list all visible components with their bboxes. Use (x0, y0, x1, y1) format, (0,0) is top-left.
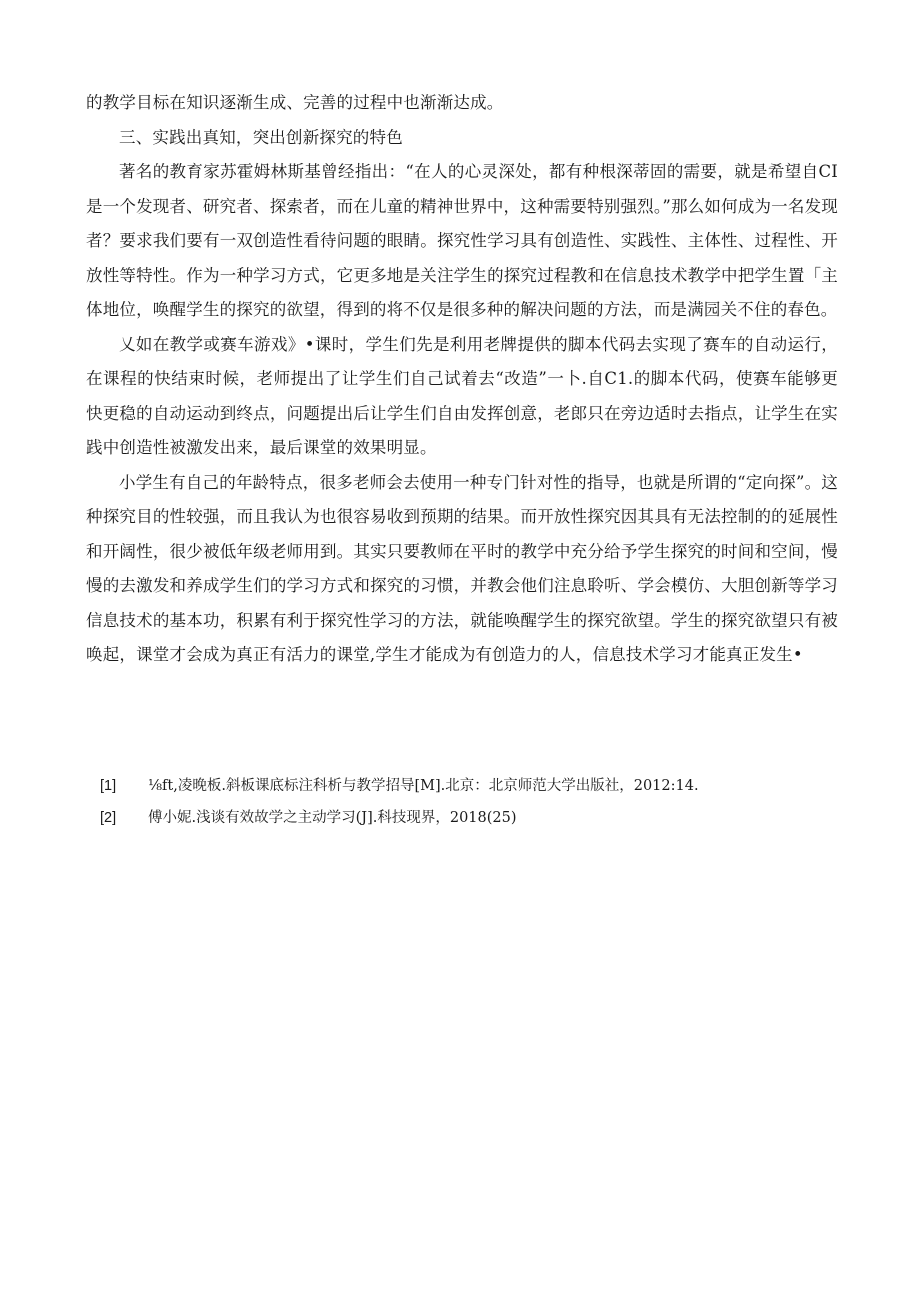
body-paragraph: 乂如在教学或赛车游戏》•课时，学生们先是利用老牌提供的脚本代码去实现了赛车的自动运行，在课程的快结束时候，老师提出了让学生们自己试着去“改造”一卜.自C1.的脚本代码，使赛车能够更快更稳的自动运动到终点，问题提出后让学生们自由发挥创意，老郎只在旁边适时去指点，让学生在实践中创造性被激发出来，最后课堂的效果明显。 (86, 334, 838, 457)
reference-number: [1] (100, 778, 117, 794)
reference-item (100, 802, 860, 834)
body-text (86, 86, 838, 673)
reference-text: ⅛ft,凌晚板.斜板课底标注科析与教学招导[M].北京：北京师范大学出版社，2012:14. (148, 778, 699, 794)
reference-item (100, 770, 860, 802)
body-paragraph: 著名的教育家苏霍姆林斯基曾经指出：“在人的心灵深处，都有种根深蒂固的需要，就是希望自CI是一个发现者、研究者、探索者，而在儿童的精神世界中，这种需要特别强烈。”那么如何成为一名发现者？要求我们要有一双创造性看待问题的眼睛。探究性学习具有创造性、实践性、主体性、过程性、开放性等特性。作为一种学习方式，它更多地是关注学生的探究过程教和在信息技术教学中把学生置「主体地位，唤醒学生的探究的欲望，得到的将不仅是很多种的解决问题的方法，而是满园关不住的春色。 (86, 162, 838, 319)
reference-list (100, 770, 860, 834)
body-paragraph: 小学生有自己的年龄特点，很多老师会去使用一种专门针对性的指导，也就是所谓的“定向探”。这种探究目的性较强，而且我认为也很容易收到预期的结果。而开放性探究因其具有无法控制的的延展性和开阔性，很少被低年级老师用到。其实只要教师在平时的教学中充分给予学生探究的时间和空间，慢慢的去激发和养成学生们的学习方式和探究的习惯，并教会他们注息聆听、学会模仿、大胆创新等学习信息技术的基本功，积累有利于探究性学习的方法，就能唤醒学生的探究欲望。学生的探究欲望只有被唤起，课堂才会成为真正有活力的课堂,学生才能成为有创造力的人，信息技术学习才能真正发生• (86, 472, 838, 664)
reference-text: 傅小妮.浅谈有效故学之主动学习(J].科技现界，2018(25) (148, 810, 517, 826)
body-paragraph: 的教学目标在知识逐渐生成、完善的过程中也渐渐达成。 (86, 93, 504, 112)
reference-number: [2] (100, 810, 117, 826)
section-heading: 三、实践出真知，突出创新探究的特色 (119, 127, 403, 147)
